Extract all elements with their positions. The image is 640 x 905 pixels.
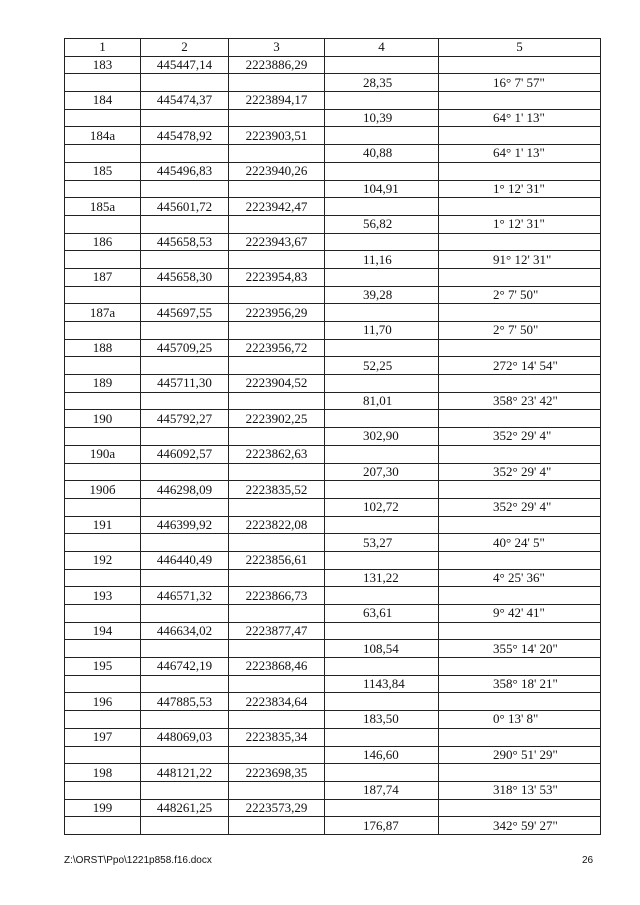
point-number-cell: 194	[65, 622, 141, 640]
point-number-cell	[65, 428, 141, 446]
y-coordinate-cell	[229, 145, 325, 163]
table-row	[65, 251, 601, 269]
table-row	[65, 463, 601, 481]
bearing-cell	[439, 198, 601, 216]
x-coordinate-cell: 445711,30	[141, 375, 229, 393]
distance-cell: 63,61	[325, 605, 439, 623]
point-number-cell	[65, 109, 141, 127]
table-row	[65, 622, 601, 640]
distance-cell	[325, 622, 439, 640]
table-row	[65, 711, 601, 729]
y-coordinate-cell: 2223956,29	[229, 304, 325, 322]
bearing-cell	[439, 658, 601, 676]
bearing-cell: 2° 7' 50"	[439, 322, 601, 340]
x-coordinate-cell	[141, 746, 229, 764]
point-number-cell	[65, 286, 141, 304]
x-coordinate-cell: 445792,27	[141, 410, 229, 428]
distance-cell	[325, 693, 439, 711]
distance-cell: 11,70	[325, 322, 439, 340]
table-row	[65, 180, 601, 198]
point-number-cell	[65, 746, 141, 764]
x-coordinate-cell: 446298,09	[141, 481, 229, 499]
header-cell-1: 1	[65, 39, 141, 57]
bearing-cell: 352° 29' 4"	[439, 498, 601, 516]
distance-cell: 28,35	[325, 74, 439, 92]
point-number-cell	[65, 180, 141, 198]
distance-cell	[325, 410, 439, 428]
point-number-cell: 192	[65, 551, 141, 569]
table-row	[65, 817, 601, 835]
coordinates-table	[64, 38, 601, 835]
header-cell-2: 2	[141, 39, 229, 57]
y-coordinate-cell: 2223862,63	[229, 445, 325, 463]
bearing-cell: 358° 18' 21"	[439, 675, 601, 693]
distance-cell: 11,16	[325, 251, 439, 269]
bearing-cell: 272° 14' 54"	[439, 357, 601, 375]
table-row	[65, 445, 601, 463]
point-number-cell	[65, 817, 141, 835]
table-row	[65, 498, 601, 516]
bearing-cell	[439, 551, 601, 569]
distance-cell	[325, 198, 439, 216]
distance-cell: 40,88	[325, 145, 439, 163]
bearing-cell: 358° 23' 42"	[439, 392, 601, 410]
bearing-cell: 352° 29' 4"	[439, 428, 601, 446]
table-body	[65, 39, 601, 835]
distance-cell	[325, 764, 439, 782]
x-coordinate-cell	[141, 322, 229, 340]
point-number-cell	[65, 74, 141, 92]
table-row	[65, 304, 601, 322]
x-coordinate-cell	[141, 428, 229, 446]
bearing-cell	[439, 587, 601, 605]
y-coordinate-cell	[229, 534, 325, 552]
y-coordinate-cell	[229, 640, 325, 658]
table-row	[65, 534, 601, 552]
bearing-cell	[439, 304, 601, 322]
point-number-cell	[65, 605, 141, 623]
point-number-cell: 196	[65, 693, 141, 711]
distance-cell: 207,30	[325, 463, 439, 481]
bearing-cell	[439, 799, 601, 817]
x-coordinate-cell	[141, 781, 229, 799]
x-coordinate-cell: 446634,02	[141, 622, 229, 640]
x-coordinate-cell	[141, 357, 229, 375]
distance-cell	[325, 587, 439, 605]
table-row	[65, 215, 601, 233]
distance-cell: 108,54	[325, 640, 439, 658]
distance-cell	[325, 481, 439, 499]
distance-cell: 183,50	[325, 711, 439, 729]
point-number-cell: 190а	[65, 445, 141, 463]
distance-cell	[325, 375, 439, 393]
point-number-cell	[65, 711, 141, 729]
y-coordinate-cell	[229, 781, 325, 799]
y-coordinate-cell: 2223835,34	[229, 728, 325, 746]
x-coordinate-cell	[141, 817, 229, 835]
table-row	[65, 145, 601, 163]
y-coordinate-cell	[229, 746, 325, 764]
y-coordinate-cell: 2223856,61	[229, 551, 325, 569]
y-coordinate-cell	[229, 817, 325, 835]
bearing-cell: 0° 13' 8"	[439, 711, 601, 729]
y-coordinate-cell	[229, 675, 325, 693]
x-coordinate-cell	[141, 640, 229, 658]
table-row	[65, 339, 601, 357]
bearing-cell	[439, 693, 601, 711]
table-row	[65, 233, 601, 251]
point-number-cell: 199	[65, 799, 141, 817]
table-row	[65, 781, 601, 799]
distance-cell	[325, 233, 439, 251]
table-row	[65, 375, 601, 393]
table-row	[65, 74, 601, 92]
x-coordinate-cell	[141, 605, 229, 623]
y-coordinate-cell: 2223904,52	[229, 375, 325, 393]
y-coordinate-cell: 2223698,35	[229, 764, 325, 782]
x-coordinate-cell	[141, 534, 229, 552]
table-row	[65, 605, 601, 623]
table-row	[65, 428, 601, 446]
y-coordinate-cell	[229, 251, 325, 269]
y-coordinate-cell	[229, 428, 325, 446]
point-number-cell: 185	[65, 162, 141, 180]
distance-cell	[325, 92, 439, 110]
table-row	[65, 127, 601, 145]
x-coordinate-cell: 445697,55	[141, 304, 229, 322]
x-coordinate-cell	[141, 463, 229, 481]
point-number-cell	[65, 534, 141, 552]
table-row	[65, 569, 601, 587]
bearing-cell: 40° 24' 5"	[439, 534, 601, 552]
point-number-cell	[65, 498, 141, 516]
table-row	[65, 675, 601, 693]
x-coordinate-cell: 446571,32	[141, 587, 229, 605]
y-coordinate-cell	[229, 322, 325, 340]
distance-cell: 56,82	[325, 215, 439, 233]
x-coordinate-cell: 448121,22	[141, 764, 229, 782]
x-coordinate-cell	[141, 286, 229, 304]
point-number-cell: 188	[65, 339, 141, 357]
distance-cell: 39,28	[325, 286, 439, 304]
distance-cell: 104,91	[325, 180, 439, 198]
distance-cell: 52,25	[325, 357, 439, 375]
table-row	[65, 640, 601, 658]
table-row	[65, 516, 601, 534]
x-coordinate-cell: 447885,53	[141, 693, 229, 711]
distance-cell: 10,39	[325, 109, 439, 127]
bearing-cell	[439, 410, 601, 428]
distance-cell	[325, 304, 439, 322]
bearing-cell	[439, 162, 601, 180]
x-coordinate-cell: 445474,37	[141, 92, 229, 110]
y-coordinate-cell	[229, 357, 325, 375]
bearing-cell: 9° 42' 41"	[439, 605, 601, 623]
table-row	[65, 799, 601, 817]
point-number-cell: 187	[65, 268, 141, 286]
bearing-cell	[439, 92, 601, 110]
y-coordinate-cell	[229, 463, 325, 481]
bearing-cell: 355° 14' 20"	[439, 640, 601, 658]
x-coordinate-cell	[141, 180, 229, 198]
point-number-cell: 184	[65, 92, 141, 110]
point-number-cell	[65, 569, 141, 587]
table-row	[65, 357, 601, 375]
point-number-cell	[65, 781, 141, 799]
y-coordinate-cell	[229, 498, 325, 516]
x-coordinate-cell: 445447,14	[141, 56, 229, 74]
distance-cell	[325, 728, 439, 746]
y-coordinate-cell: 2223868,46	[229, 658, 325, 676]
y-coordinate-cell: 2223942,47	[229, 198, 325, 216]
point-number-cell: 183	[65, 56, 141, 74]
y-coordinate-cell: 2223886,29	[229, 56, 325, 74]
x-coordinate-cell	[141, 74, 229, 92]
bearing-cell	[439, 764, 601, 782]
y-coordinate-cell	[229, 392, 325, 410]
table-row	[65, 658, 601, 676]
point-number-cell	[65, 392, 141, 410]
header-row	[65, 39, 601, 57]
bearing-cell: 4° 25' 36"	[439, 569, 601, 587]
bearing-cell	[439, 445, 601, 463]
y-coordinate-cell	[229, 286, 325, 304]
distance-cell: 146,60	[325, 746, 439, 764]
bearing-cell	[439, 268, 601, 286]
bearing-cell: 352° 29' 4"	[439, 463, 601, 481]
point-number-cell: 186	[65, 233, 141, 251]
distance-cell: 53,27	[325, 534, 439, 552]
y-coordinate-cell: 2223866,73	[229, 587, 325, 605]
y-coordinate-cell	[229, 109, 325, 127]
table-row	[65, 56, 601, 74]
distance-cell	[325, 658, 439, 676]
x-coordinate-cell: 445496,83	[141, 162, 229, 180]
y-coordinate-cell: 2223894,17	[229, 92, 325, 110]
distance-cell	[325, 551, 439, 569]
footer-page-number: 26	[582, 855, 594, 866]
point-number-cell: 190	[65, 410, 141, 428]
point-number-cell: 197	[65, 728, 141, 746]
bearing-cell	[439, 127, 601, 145]
bearing-cell: 1° 12' 31"	[439, 180, 601, 198]
distance-cell	[325, 339, 439, 357]
y-coordinate-cell	[229, 711, 325, 729]
table-row	[65, 410, 601, 428]
table-row	[65, 109, 601, 127]
y-coordinate-cell: 2223573,29	[229, 799, 325, 817]
x-coordinate-cell: 445658,53	[141, 233, 229, 251]
table-row	[65, 693, 601, 711]
distance-cell: 102,72	[325, 498, 439, 516]
distance-cell: 81,01	[325, 392, 439, 410]
distance-cell	[325, 516, 439, 534]
table-row	[65, 92, 601, 110]
y-coordinate-cell	[229, 74, 325, 92]
table-row	[65, 587, 601, 605]
bearing-cell: 64° 1' 13"	[439, 109, 601, 127]
x-coordinate-cell	[141, 145, 229, 163]
distance-cell: 131,22	[325, 569, 439, 587]
point-number-cell: 189	[65, 375, 141, 393]
x-coordinate-cell: 445601,72	[141, 198, 229, 216]
table-row	[65, 551, 601, 569]
point-number-cell: 191	[65, 516, 141, 534]
bearing-cell: 64° 1' 13"	[439, 145, 601, 163]
bearing-cell: 342° 59' 27"	[439, 817, 601, 835]
point-number-cell: 198	[65, 764, 141, 782]
point-number-cell	[65, 145, 141, 163]
distance-cell	[325, 56, 439, 74]
x-coordinate-cell	[141, 675, 229, 693]
x-coordinate-cell: 446092,57	[141, 445, 229, 463]
table-row	[65, 198, 601, 216]
bearing-cell	[439, 728, 601, 746]
bearing-cell: 16° 7' 57"	[439, 74, 601, 92]
bearing-cell	[439, 56, 601, 74]
point-number-cell	[65, 675, 141, 693]
y-coordinate-cell: 2223835,52	[229, 481, 325, 499]
x-coordinate-cell: 446742,19	[141, 658, 229, 676]
distance-cell	[325, 799, 439, 817]
bearing-cell: 91° 12' 31"	[439, 251, 601, 269]
header-cell-3: 3	[229, 39, 325, 57]
distance-cell	[325, 445, 439, 463]
y-coordinate-cell	[229, 180, 325, 198]
x-coordinate-cell: 448261,25	[141, 799, 229, 817]
distance-cell: 176,87	[325, 817, 439, 835]
x-coordinate-cell: 446399,92	[141, 516, 229, 534]
distance-cell	[325, 162, 439, 180]
bearing-cell: 1° 12' 31"	[439, 215, 601, 233]
point-number-cell	[65, 357, 141, 375]
x-coordinate-cell: 448069,03	[141, 728, 229, 746]
point-number-cell	[65, 215, 141, 233]
x-coordinate-cell: 445658,30	[141, 268, 229, 286]
y-coordinate-cell: 2223954,83	[229, 268, 325, 286]
table-row	[65, 286, 601, 304]
x-coordinate-cell	[141, 392, 229, 410]
table-row	[65, 322, 601, 340]
distance-cell: 187,74	[325, 781, 439, 799]
y-coordinate-cell: 2223956,72	[229, 339, 325, 357]
x-coordinate-cell	[141, 215, 229, 233]
bearing-cell	[439, 481, 601, 499]
y-coordinate-cell: 2223877,47	[229, 622, 325, 640]
bearing-cell: 318° 13' 53"	[439, 781, 601, 799]
point-number-cell	[65, 322, 141, 340]
bearing-cell	[439, 622, 601, 640]
distance-cell	[325, 268, 439, 286]
x-coordinate-cell: 445478,92	[141, 127, 229, 145]
x-coordinate-cell: 446440,49	[141, 551, 229, 569]
point-number-cell: 187а	[65, 304, 141, 322]
bearing-cell	[439, 516, 601, 534]
x-coordinate-cell: 445709,25	[141, 339, 229, 357]
point-number-cell	[65, 640, 141, 658]
point-number-cell: 190б	[65, 481, 141, 499]
x-coordinate-cell	[141, 569, 229, 587]
y-coordinate-cell: 2223834,64	[229, 693, 325, 711]
point-number-cell	[65, 251, 141, 269]
y-coordinate-cell: 2223822,08	[229, 516, 325, 534]
point-number-cell: 195	[65, 658, 141, 676]
y-coordinate-cell: 2223940,26	[229, 162, 325, 180]
y-coordinate-cell: 2223903,51	[229, 127, 325, 145]
table-row	[65, 481, 601, 499]
bearing-cell: 2° 7' 50"	[439, 286, 601, 304]
footer-file-path: Z:\ORST\Ppo\1221p858.f16.docx	[64, 855, 212, 866]
x-coordinate-cell	[141, 251, 229, 269]
header-cell-5: 5	[439, 39, 601, 57]
y-coordinate-cell: 2223902,25	[229, 410, 325, 428]
bearing-cell	[439, 233, 601, 251]
y-coordinate-cell	[229, 569, 325, 587]
bearing-cell: 290° 51' 29"	[439, 746, 601, 764]
table-row	[65, 268, 601, 286]
table-row	[65, 764, 601, 782]
bearing-cell	[439, 339, 601, 357]
y-coordinate-cell: 2223943,67	[229, 233, 325, 251]
x-coordinate-cell	[141, 498, 229, 516]
point-number-cell	[65, 463, 141, 481]
table-row	[65, 392, 601, 410]
distance-cell	[325, 127, 439, 145]
table-row	[65, 728, 601, 746]
distance-cell: 302,90	[325, 428, 439, 446]
point-number-cell: 185а	[65, 198, 141, 216]
distance-cell: 1143,84	[325, 675, 439, 693]
point-number-cell: 184а	[65, 127, 141, 145]
y-coordinate-cell	[229, 605, 325, 623]
x-coordinate-cell	[141, 711, 229, 729]
point-number-cell: 193	[65, 587, 141, 605]
table-row	[65, 746, 601, 764]
y-coordinate-cell	[229, 215, 325, 233]
x-coordinate-cell	[141, 109, 229, 127]
table-row	[65, 162, 601, 180]
bearing-cell	[439, 375, 601, 393]
header-cell-4: 4	[325, 39, 439, 57]
